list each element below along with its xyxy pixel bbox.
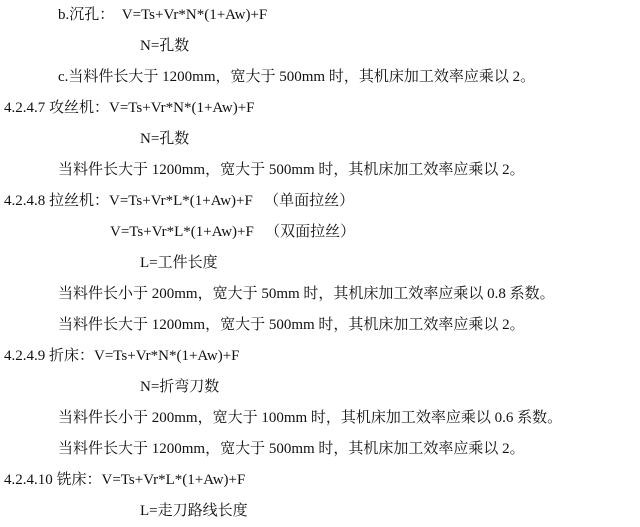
- document-line: L=工件长度: [140, 255, 218, 271]
- document-line: 当料件长大于 1200mm，宽大于 500mm 时，其机床加工效率应乘以 2。: [58, 441, 525, 457]
- document-line: V=Ts+Vr*L*(1+Aw)+F （双面拉丝）: [110, 224, 356, 240]
- document-line: 4.2.4.9 折床：V=Ts+Vr*N*(1+Aw)+F: [4, 348, 240, 364]
- document-line: 4.2.4.8 拉丝机：V=Ts+Vr*L*(1+Aw)+F （单面拉丝）: [4, 193, 355, 209]
- document-line: 当料件长小于 200mm，宽大于 50mm 时，其机床加工效率应乘以 0.8 系数。: [58, 286, 555, 302]
- document-line: 4.2.4.10 铣床：V=Ts+Vr*L*(1+Aw)+F: [4, 472, 246, 488]
- document-line: 当料件长小于 200mm，宽大于 100mm 时，其机床加工效率应乘以 0.6 系数。: [58, 410, 563, 426]
- document-line: L=走刀路线长度: [140, 503, 248, 519]
- document-line: b.沉孔： V=Ts+Vr*N*(1+Aw)+F: [58, 7, 268, 23]
- document-line: N=折弯刀数: [140, 379, 220, 395]
- document-line: 4.2.4.7 攻丝机：V=Ts+Vr*N*(1+Aw)+F: [4, 100, 255, 116]
- document-line: c.当料件长大于 1200mm，宽大于 500mm 时，其机床加工效率应乘以 2。: [58, 69, 536, 85]
- document-line: 当料件长大于 1200mm，宽大于 500mm 时，其机床加工效率应乘以 2。: [58, 162, 525, 178]
- document-line: N=孔数: [140, 38, 190, 54]
- document-line: N=孔数: [140, 131, 190, 147]
- document-line: 当料件长大于 1200mm，宽大于 500mm 时，其机床加工效率应乘以 2。: [58, 317, 525, 333]
